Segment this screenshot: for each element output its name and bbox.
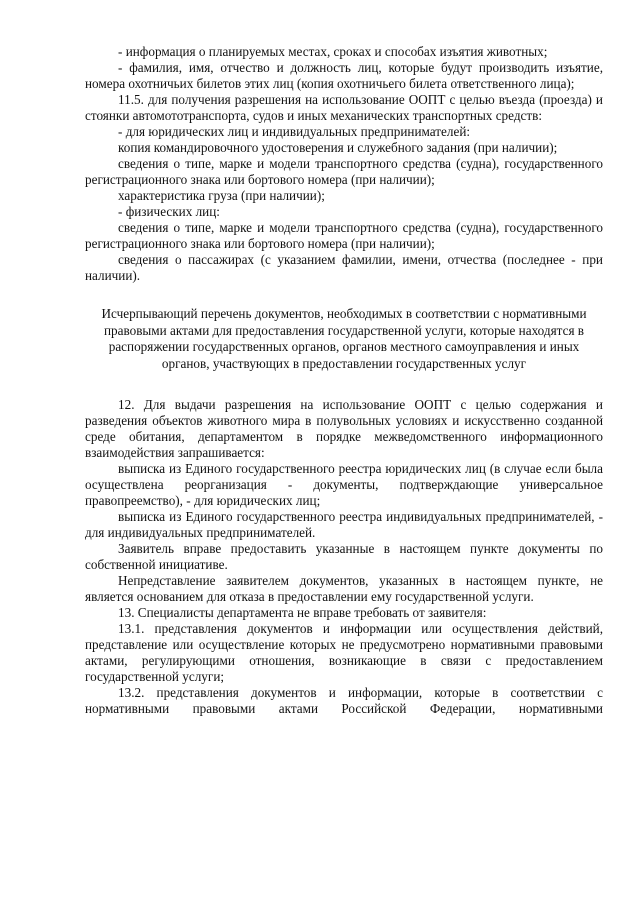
paragraph: 13.1. представления документов и информации или осуществления действий, представление или осуществление которых не предусмотрено нормативными правовыми актами, регулирующими отношения, возникающие в связи с предоставлением государственной услуги; (85, 621, 603, 684)
paragraph: - физических лиц: (118, 204, 220, 219)
paragraph: выписка из Единого государственного реестра индивидуальных предпринимателей, - для индивидуальных предпринимателей. (85, 509, 603, 540)
document-page (85, 44, 603, 717)
paragraph: сведения о типе, марке и модели транспортного средства (судна), государственного регистрационного знака или бортового номера (при наличии); (85, 220, 603, 251)
paragraph: характеристика груза (при наличии); (118, 188, 325, 203)
paragraph: - фамилия, имя, отчество и должность лиц, которые будут производить изъятие, номера охотничьих билетов этих лиц (копия охотничьего билета ответственного лица); (85, 60, 603, 91)
paragraph: копия командировочного удостоверения и служебного задания (при наличии); (118, 140, 558, 155)
paragraph: выписка из Единого государственного реестра юридических лиц (в случае если была осуществлена реорганизация - документы, подтверждающие универсальное правопреемство), - для юридических лиц; (85, 461, 603, 508)
paragraph: Непредставление заявителем документов, указанных в настоящем пункте, не является основанием для отказа в предоставлении ему государственной услуги. (85, 573, 603, 604)
paragraph: сведения о типе, марке и модели транспортного средства (судна), государственного регистрационного знака или бортового номера (при наличии); (85, 156, 603, 187)
paragraph: - информация о планируемых местах, сроках и способах изъятия животных; (118, 44, 548, 59)
paragraph: сведения о пассажирах (с указанием фамилии, имени, отчества (последнее - при наличии). (85, 252, 603, 283)
paragraph: 13.2. представления документов и информации, которые в соответствии с нормативными правовыми актами Российской Федерации, нормативными (85, 685, 603, 716)
paragraph: 11.5. для получения разрешения на использование ООПТ с целью въезда (проезда) и стоянки автомототранспорта, судов и иных механических транспортных средств: (85, 92, 603, 123)
paragraph: - для юридических лиц и индивидуальных предпринимателей: (118, 124, 471, 139)
section-heading: Исчерпывающий перечень документов, необходимых в соответствии с нормативными правовыми актами для предоставления государственной услуги, которые находятся в распоряжении государственных органов, органов местного самоуправления и иных органов, участвующих в предоставлении государственных услуг (101, 306, 587, 371)
paragraph: 13. Специалисты департамента не вправе требовать от заявителя: (118, 605, 487, 620)
paragraph: 12. Для выдачи разрешения на использование ООПТ с целью содержания и разведения объектов животного мира в полувольных условиях и искусственно созданной среде обитания, департаментом в порядке межведомственного информационного взаимодействия запрашивается: (85, 397, 603, 460)
paragraph: Заявитель вправе предоставить указанные в настоящем пункте документы по собственной инициативе. (85, 541, 603, 572)
